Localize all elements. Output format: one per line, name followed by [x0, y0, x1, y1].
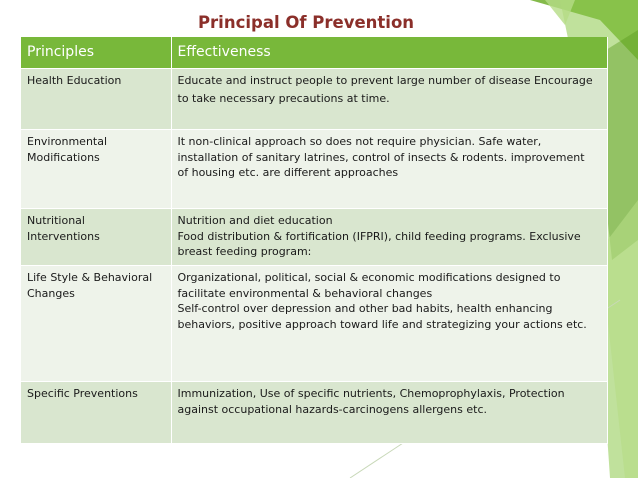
table-row — [21, 382, 607, 444]
effectiveness-cell — [171, 266, 607, 382]
table-header-row — [21, 37, 607, 69]
effectiveness-cell — [171, 382, 607, 444]
effectiveness-text: It non-clinical approach so does not require physician. Safe water, — [177, 135, 542, 148]
principle-text: Environmental — [27, 135, 108, 148]
principle-text: Changes — [27, 286, 75, 300]
principle-cell — [21, 69, 171, 130]
effectiveness-text: of housing etc. are different approaches — [177, 166, 399, 179]
effectiveness-text: breast feeding program: — [177, 245, 312, 258]
header-principles: Principles — [21, 37, 171, 69]
effectiveness-text: behaviors, positive approach toward life and strategizing your actions etc. — [177, 317, 587, 331]
effectiveness-text: to take necessary precautions at time. — [177, 91, 390, 105]
effectiveness-text: Immunization, Use of specific nutrients, Chemoprophylaxis, Protection — [177, 387, 565, 400]
effectiveness-text: Self-control over depression and other bad habits, health enhancing — [177, 302, 553, 315]
principle-cell — [21, 266, 171, 382]
principle-text: Interventions — [27, 229, 100, 243]
principle-text: Nutritional — [27, 214, 85, 227]
effectiveness-text: against occupational hazards-carcinogens allergens etc. — [177, 402, 488, 416]
effectiveness-cell — [171, 69, 607, 130]
header-effectiveness: Effectiveness — [171, 37, 607, 69]
table-row — [21, 69, 607, 130]
principle-text: Health Education — [27, 74, 122, 87]
principle-cell — [21, 130, 171, 209]
effectiveness-text: Food distribution & fortification (IFPRI), child feeding programs. Exclusive — [177, 229, 581, 243]
effectiveness-text: Educate and instruct people to prevent large number of disease Encourage — [177, 74, 593, 87]
effectiveness-text: Nutrition and diet education — [177, 214, 333, 227]
principle-cell — [21, 382, 171, 444]
principle-text: Life Style & Behavioral — [27, 271, 153, 284]
effectiveness-text: installation of sanitary latrines, control of insects & rodents. improvement — [177, 150, 585, 164]
table-row — [21, 209, 607, 266]
principle-cell — [21, 209, 171, 266]
table-row — [21, 266, 607, 382]
prevention-table — [21, 37, 608, 444]
slide-title: Principal Of Prevention — [197, 13, 415, 32]
effectiveness-cell — [171, 209, 607, 266]
effectiveness-text: facilitate environmental & behavioral changes — [177, 286, 433, 300]
effectiveness-cell — [171, 130, 607, 209]
table-row — [21, 130, 607, 209]
effectiveness-text: Organizational, political, social & economic modifications designed to — [177, 271, 561, 284]
principle-text: Modifications — [27, 150, 100, 164]
principle-text: Specific Preventions — [27, 387, 138, 400]
